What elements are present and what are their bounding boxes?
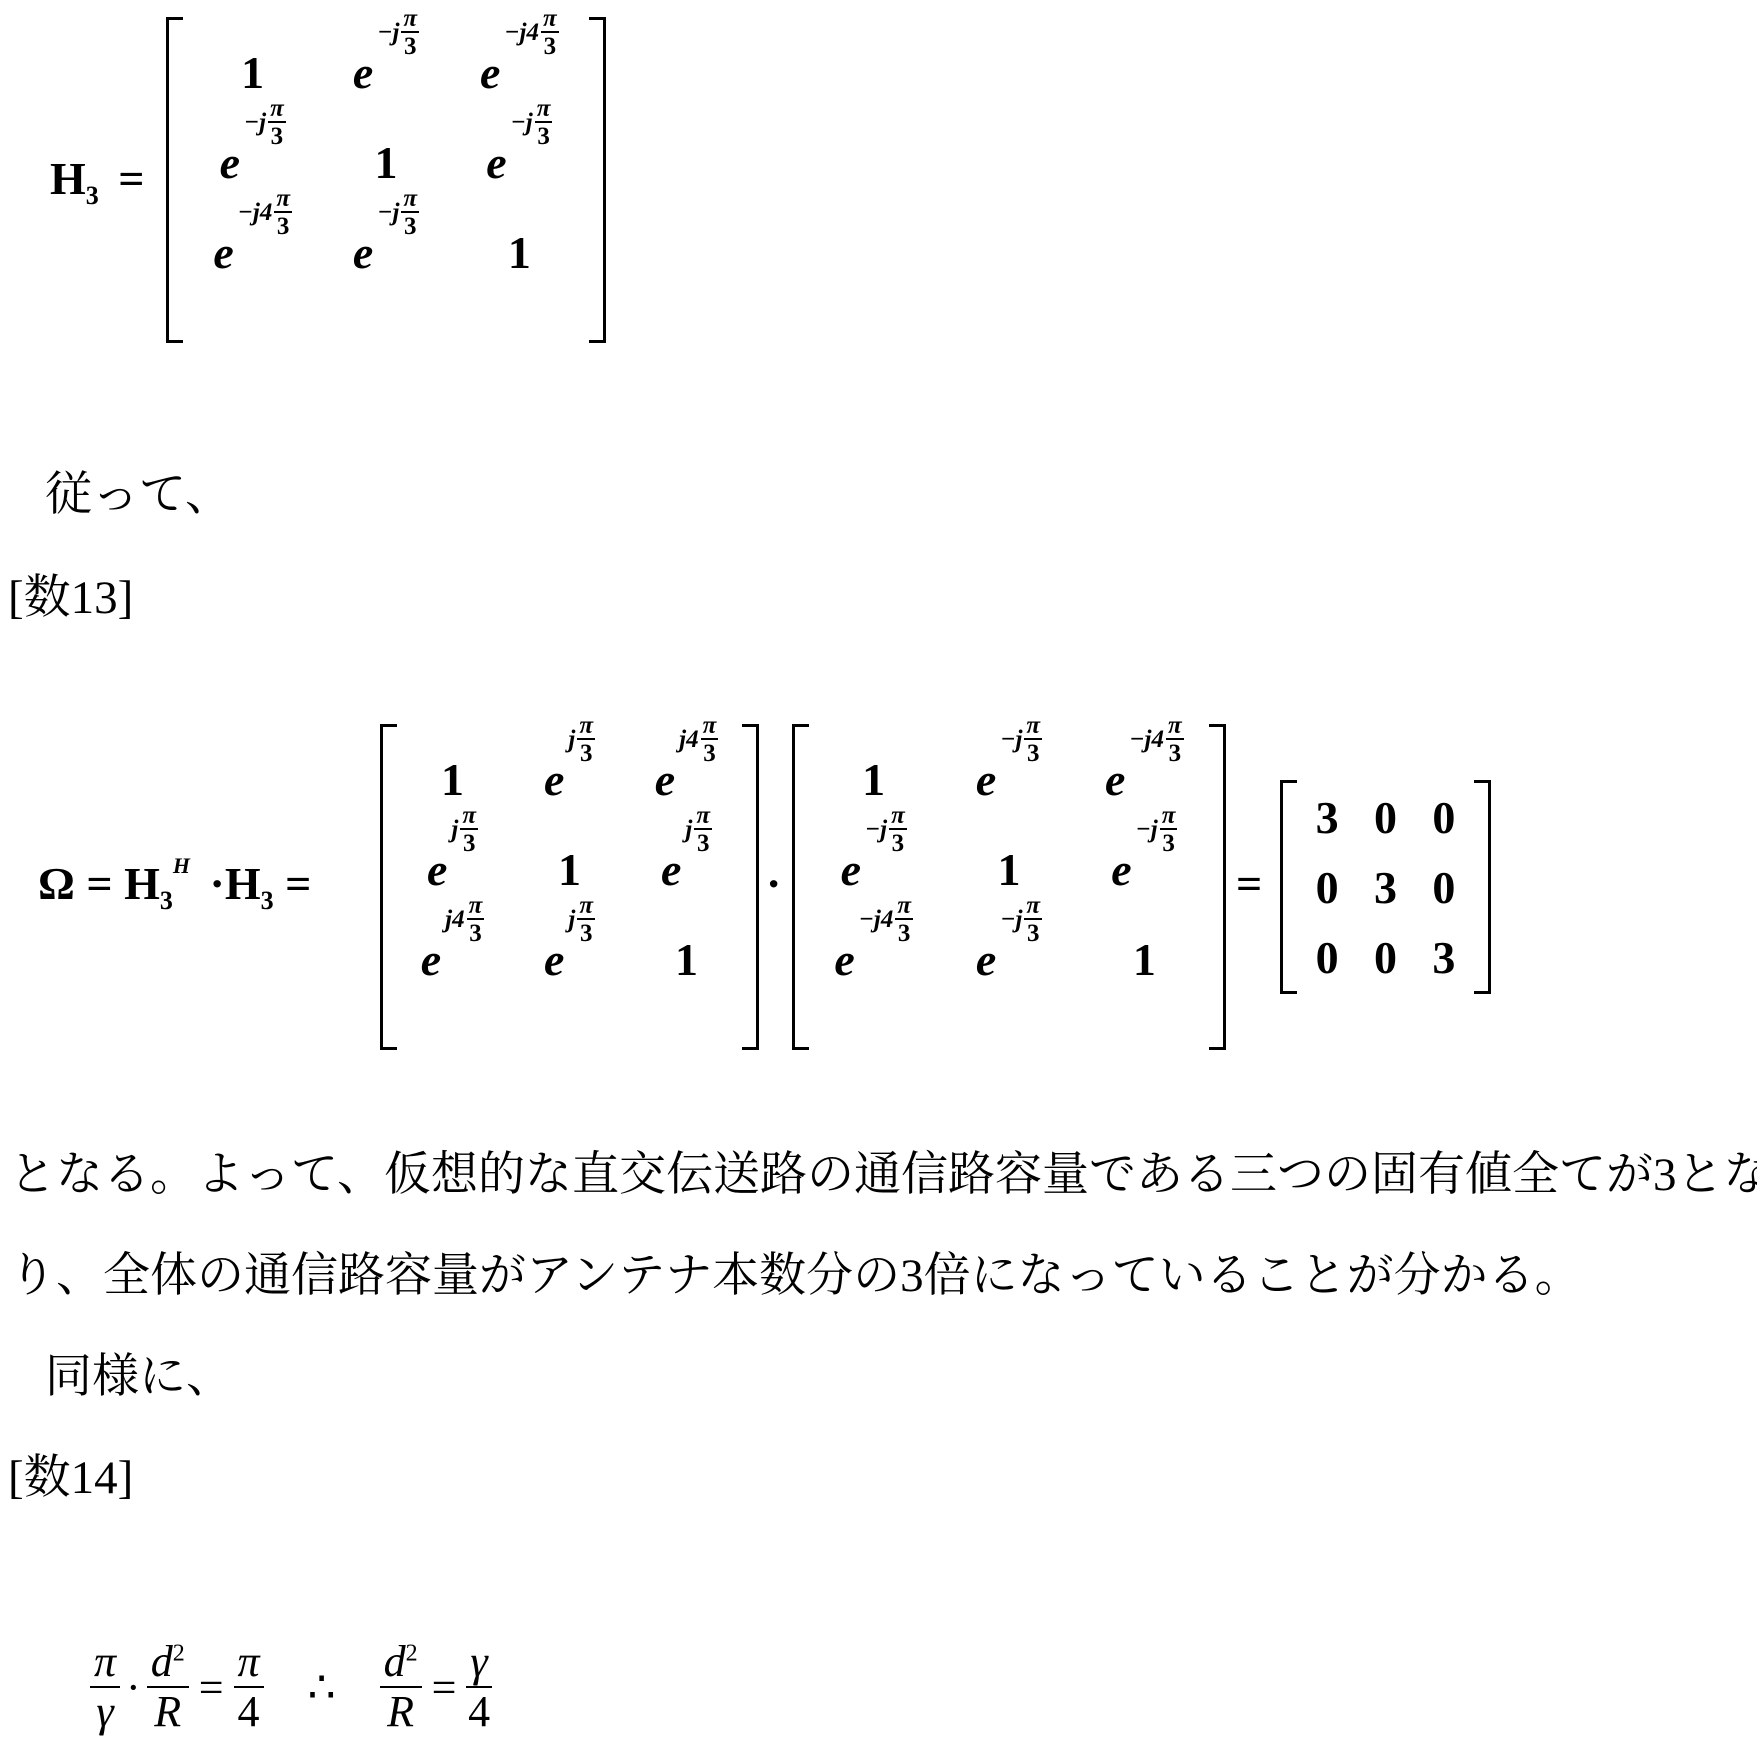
numerator: π <box>535 96 553 123</box>
paragraph-therefore: 従って、 <box>45 472 232 519</box>
exponent-fraction <box>701 713 719 766</box>
matrix-entry <box>486 113 552 203</box>
denominator: 3 <box>544 33 557 59</box>
numerator: π <box>889 803 907 830</box>
exp-base: e <box>353 226 373 279</box>
exponent <box>1129 713 1183 766</box>
exponent-prefix: −j4 <box>238 199 273 227</box>
entry-value: 0 <box>1316 861 1339 914</box>
left-bracket <box>1280 780 1297 994</box>
numerator: π <box>1160 803 1178 830</box>
fraction-d2-over-r <box>380 1638 422 1737</box>
exponent <box>451 803 478 856</box>
equation-label-14: [数14] <box>8 1455 133 1502</box>
exponent-prefix: −j4 <box>859 906 894 934</box>
h3-matrix-2 <box>792 724 1226 1050</box>
h-symbol: H <box>50 153 86 204</box>
omega-lhs <box>38 857 311 916</box>
d-symbol: d <box>151 1637 173 1686</box>
entry-value: 3 <box>1316 791 1339 844</box>
denominator: 3 <box>469 920 482 946</box>
h-subscript: 3 <box>261 886 274 915</box>
denominator: 3 <box>697 830 710 856</box>
exponent-prefix: j4 <box>679 726 698 754</box>
entry-value: 0 <box>1374 931 1397 984</box>
matrix-entry <box>675 910 698 1000</box>
exp-base: e <box>841 843 861 896</box>
numerator: π <box>460 803 478 830</box>
matrix-entry <box>1316 780 1339 850</box>
denominator: 3 <box>271 123 284 149</box>
fraction-pi-over-gamma <box>90 1638 120 1737</box>
h3-hermitian-matrix <box>380 724 759 1050</box>
numerator: π <box>1024 713 1042 740</box>
denominator: γ <box>96 1688 113 1736</box>
exponent-fraction <box>1160 803 1178 856</box>
matrix-entry <box>976 730 1042 820</box>
exp-base: e <box>834 933 854 986</box>
numerator: π <box>541 6 559 33</box>
exponent-fraction <box>541 6 559 59</box>
exp-base: e <box>427 843 447 896</box>
right-bracket <box>1474 780 1491 994</box>
exponent-prefix: −j4 <box>504 19 539 47</box>
denominator: 3 <box>1169 740 1182 766</box>
denominator: 3 <box>892 830 905 856</box>
exponent <box>568 893 595 946</box>
exp-base: e <box>353 46 373 99</box>
exponent-fraction <box>1024 713 1042 766</box>
exponent <box>377 186 419 239</box>
exponent: 2 <box>173 1640 185 1666</box>
numerator: π <box>274 186 292 213</box>
equation-14 <box>90 1638 492 1737</box>
numerator: π <box>1024 893 1042 920</box>
exponent-fraction <box>401 186 419 239</box>
h-subscript: 3 <box>160 886 173 915</box>
denominator: 3 <box>404 213 417 239</box>
exponent <box>1000 893 1042 946</box>
equals-sign: = <box>118 153 144 204</box>
exp-base: e <box>1105 753 1125 806</box>
matrix-entry <box>544 730 595 820</box>
matrix-entry <box>508 203 531 293</box>
exponent-prefix: −j <box>1000 906 1022 934</box>
right-bracket <box>589 17 606 343</box>
exponent <box>445 893 484 946</box>
matrix-entry <box>1316 850 1339 920</box>
numerator: π <box>467 893 485 920</box>
fraction-gamma-over-4 <box>466 1638 491 1737</box>
exponent-fraction <box>889 803 907 856</box>
exp-base: e <box>976 753 996 806</box>
denominator: 3 <box>580 740 593 766</box>
exponent-fraction <box>577 893 595 946</box>
denominator: R <box>387 1688 414 1736</box>
exp-base: e <box>655 753 675 806</box>
h3-label <box>50 152 145 211</box>
matrix-entry <box>353 23 419 113</box>
entry-value: 3 <box>1432 931 1455 984</box>
numerator: π <box>694 803 712 830</box>
exponent-prefix: −j <box>377 19 399 47</box>
matrix-entry <box>834 910 913 1000</box>
left-bracket <box>166 17 183 343</box>
equals-sign: = <box>199 1662 224 1713</box>
denominator: 3 <box>898 920 911 946</box>
equals-sign: = <box>285 858 311 909</box>
denominator: 3 <box>463 830 476 856</box>
matrix-entry <box>661 820 712 910</box>
matrix-entry <box>1374 920 1397 990</box>
exponent <box>859 893 913 946</box>
entry-value: 1 <box>441 753 464 806</box>
exponent <box>511 96 553 149</box>
denominator: 3 <box>537 123 550 149</box>
entry-value: 1 <box>675 933 698 986</box>
denominator: 3 <box>1162 830 1175 856</box>
exponent-prefix: j <box>451 816 458 844</box>
exponent <box>244 96 286 149</box>
denominator: 3 <box>277 213 290 239</box>
numerator <box>380 1638 422 1688</box>
exponent-prefix: j <box>568 726 575 754</box>
numerator <box>147 1638 189 1688</box>
numerator: π <box>268 96 286 123</box>
denominator: 4 <box>238 1688 260 1736</box>
entry-value: 1 <box>241 46 264 99</box>
entry-value: 0 <box>1316 931 1339 984</box>
exponent-prefix: −j <box>511 109 533 137</box>
denominator: 3 <box>703 740 716 766</box>
exponent-prefix: −j <box>1136 816 1158 844</box>
exp-base: e <box>213 226 233 279</box>
paragraph-result-line-1: となる。よって、仮想的な直交伝送路の通信路容量である三つの固有値全てが3とな <box>9 1152 1757 1199</box>
exponent-prefix: j <box>685 816 692 844</box>
numerator: π <box>701 713 719 740</box>
exponent-fraction <box>274 186 292 239</box>
matrix-entry <box>1374 780 1397 850</box>
right-bracket <box>1209 724 1226 1050</box>
paragraph-result-line-2: り、全体の通信路容量がアンテナ本数分の3倍になっていることが分かる。 <box>9 1253 1582 1300</box>
exponent-prefix: −j <box>1000 726 1022 754</box>
paragraph-similarly: 同様に、 <box>45 1354 233 1401</box>
entry-value: 1 <box>558 843 581 896</box>
exponent-prefix: −j4 <box>1129 726 1164 754</box>
exp-base: e <box>544 753 564 806</box>
numerator: π <box>577 713 595 740</box>
equals-sign: = <box>1236 857 1262 910</box>
left-bracket <box>380 724 397 1050</box>
entry-value: 0 <box>1432 861 1455 914</box>
exp-base: e <box>976 933 996 986</box>
matrix-entry <box>1374 850 1397 920</box>
numerator: π <box>577 893 595 920</box>
exponent <box>377 6 419 59</box>
exponent <box>568 713 595 766</box>
matrix-entry <box>1133 910 1156 1000</box>
matrix-entry <box>1111 820 1177 910</box>
numerator: γ <box>466 1638 491 1688</box>
dot-operator: · <box>126 1662 141 1713</box>
exponent-prefix: −j <box>865 816 887 844</box>
equation-label-13: [数13] <box>8 575 133 622</box>
equals-sign: = <box>86 858 112 909</box>
dot-operator: · <box>209 858 224 909</box>
denominator: 3 <box>580 920 593 946</box>
denominator: 3 <box>404 33 417 59</box>
exponent-fraction <box>467 893 485 946</box>
exp-base: e <box>220 136 240 189</box>
exponent <box>685 803 712 856</box>
fraction-d2-over-r <box>147 1638 189 1737</box>
entry-value: 0 <box>1432 791 1455 844</box>
entry-value: 1 <box>374 136 397 189</box>
exponent <box>238 186 292 239</box>
h-subscript: 3 <box>86 181 99 210</box>
exp-base: e <box>544 933 564 986</box>
result-matrix <box>1280 780 1491 994</box>
numerator: π <box>90 1638 120 1688</box>
h-symbol: H <box>124 858 160 909</box>
numerator: π <box>401 186 419 213</box>
matrix-entry <box>1432 920 1455 990</box>
matrix-dot-operator: · <box>766 857 781 910</box>
matrix-entry <box>1432 850 1455 920</box>
matrix-entry <box>1432 780 1455 850</box>
denominator: 3 <box>1027 740 1040 766</box>
exponent-fraction <box>1024 893 1042 946</box>
exp-base: e <box>486 136 506 189</box>
exponent: 2 <box>406 1640 418 1666</box>
numerator: π <box>234 1638 264 1688</box>
exp-base: e <box>480 46 500 99</box>
exponent-fraction <box>535 96 553 149</box>
matrix-entry <box>353 203 419 293</box>
matrix-entry <box>213 203 292 293</box>
exponent-prefix: −j <box>244 109 266 137</box>
matrix-entry <box>1316 920 1339 990</box>
matrix-entry <box>421 910 485 1000</box>
exponent <box>504 6 558 59</box>
exponent <box>865 803 907 856</box>
exponent <box>679 713 718 766</box>
exponent-prefix: −j <box>377 199 399 227</box>
entry-value: 0 <box>1374 791 1397 844</box>
exponent-fraction <box>401 6 419 59</box>
therefore-symbol: ∴ <box>308 1662 336 1713</box>
entry-value: 1 <box>862 753 885 806</box>
numerator: π <box>1166 713 1184 740</box>
exponent-fraction <box>460 803 478 856</box>
exponent-fraction <box>268 96 286 149</box>
entry-value: 1 <box>508 226 531 279</box>
h-symbol: H <box>225 858 261 909</box>
entry-value: 3 <box>1374 861 1397 914</box>
exponent-fraction <box>694 803 712 856</box>
h3-matrix <box>166 17 606 343</box>
entry-value: 1 <box>1133 933 1156 986</box>
hermitian-superscript: H <box>173 853 190 878</box>
omega-symbol: Ω <box>38 858 75 909</box>
left-bracket <box>792 724 809 1050</box>
d-symbol: d <box>384 1637 406 1686</box>
exp-base: e <box>1111 843 1131 896</box>
entry-value: 1 <box>997 843 1020 896</box>
exponent-fraction <box>1166 713 1184 766</box>
fraction-pi-over-4 <box>234 1638 264 1737</box>
matrix-entry <box>544 910 595 1000</box>
exponent-prefix: j4 <box>445 906 464 934</box>
exp-base: e <box>421 933 441 986</box>
numerator: π <box>895 893 913 920</box>
denominator: R <box>154 1688 181 1736</box>
exponent-prefix: j <box>568 906 575 934</box>
denominator: 4 <box>468 1688 490 1736</box>
exponent-fraction <box>895 893 913 946</box>
numerator: π <box>401 6 419 33</box>
matrix-entry <box>976 910 1042 1000</box>
exponent-fraction <box>577 713 595 766</box>
equals-sign: = <box>432 1662 457 1713</box>
right-bracket <box>742 724 759 1050</box>
exponent <box>1136 803 1178 856</box>
exp-base: e <box>661 843 681 896</box>
denominator: 3 <box>1027 920 1040 946</box>
exponent <box>1000 713 1042 766</box>
